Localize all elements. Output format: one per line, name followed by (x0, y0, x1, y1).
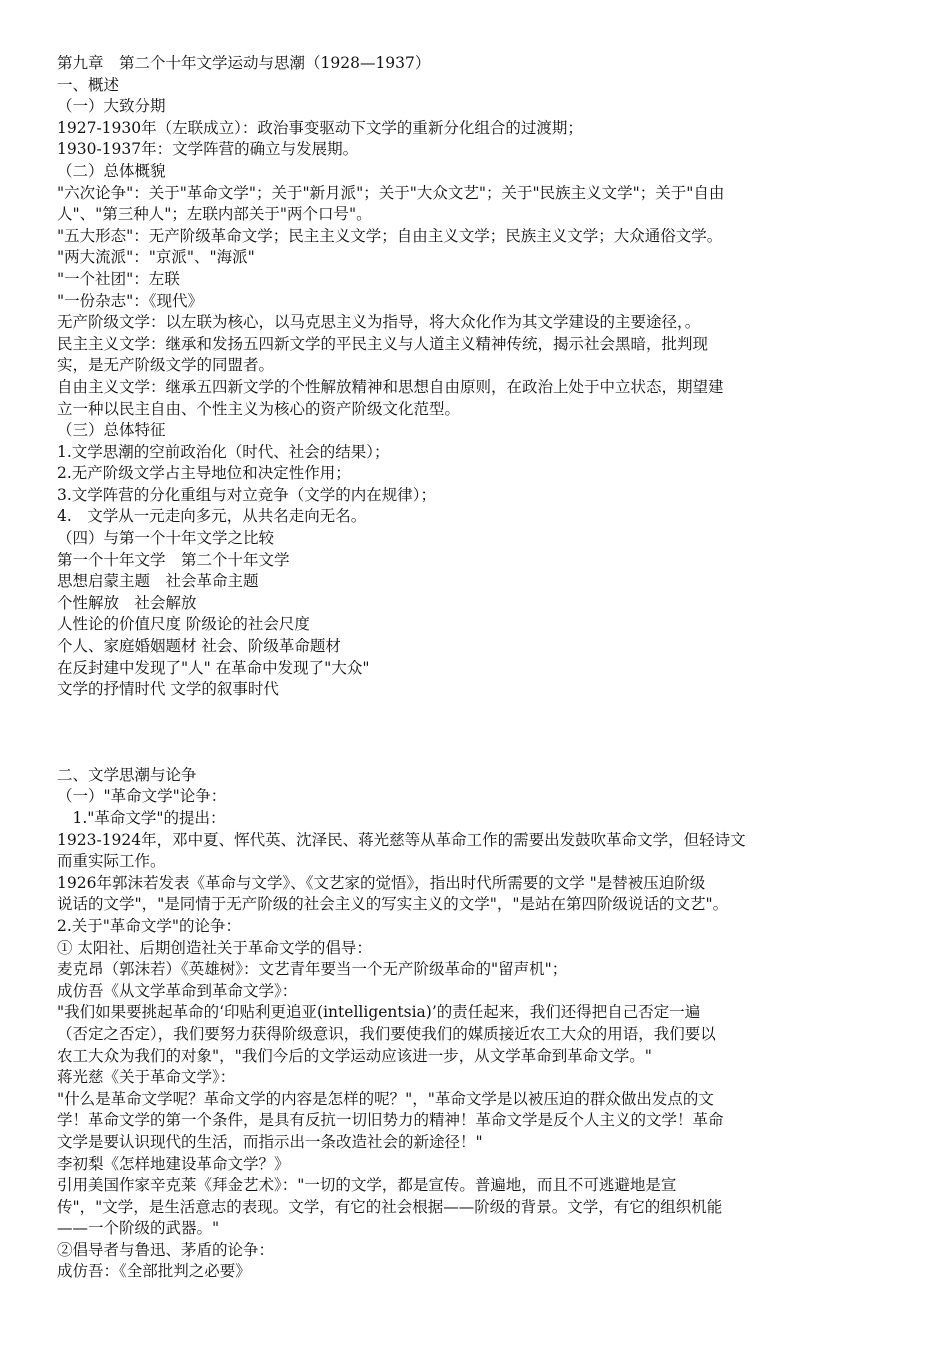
text-line: 引用美国作家辛克莱《拜金艺术》："一切的文学，都是宣传。普遍地，而且不可逃避地是宣 (57, 1176, 677, 1195)
text-line: 思想启蒙主题 社会革命主题 (57, 572, 259, 591)
section-overview (57, 53, 897, 701)
text-line: ——一个阶级的武器。" (57, 1219, 220, 1238)
text-line: 成仿吾：《全部批判之必要》 (57, 1262, 251, 1281)
text-line: 3.文学阵营的分化重组与对立竞争（文学的内在规律）； (57, 485, 437, 504)
section-gap (57, 701, 897, 765)
text-line: 个性解放 社会解放 (57, 593, 197, 612)
text-line: 1927-1930年（左联成立）：政治事变驱动下文学的重新分化组合的过渡期； (57, 118, 583, 137)
text-line: （二）总体概貌 (57, 161, 166, 180)
document-body (57, 53, 897, 1283)
text-line: 立一种以民主自由、个性主义为核心的资产阶级文化范型。 (57, 399, 461, 418)
text-line: 4. 文学从一元走向多元，从共名走向无名。 (57, 507, 367, 526)
text-line: 2.关于"革命文学"的论争： (57, 916, 242, 935)
text-line: （四）与第一个十年文学之比较 (57, 529, 275, 548)
text-line: 而重实际工作。 (57, 852, 166, 871)
text-line: （一）大致分期 (57, 97, 166, 116)
text-line: "一个社团"：左联 (57, 269, 180, 288)
text-line: 在反封建中发现了"人" 在革命中发现了"大众" (57, 658, 370, 677)
section-debates (57, 765, 897, 1283)
text-line: （否定之否定），我们要努力获得阶级意识，我们要使我们的媒质接近农工大众的用语，我们要以 (57, 1024, 716, 1043)
text-line: 文学的抒情时代 文学的叙事时代 (57, 680, 279, 699)
text-line: （三）总体特征 (57, 421, 166, 440)
text-line: 农工大众为我们的对象"，"我们今后的文学运动应该进一步，从文学革命到革命文学。" (57, 1046, 652, 1065)
text-line: 第九章 第二个十年文学运动与思潮（1928—1937） (57, 54, 431, 72)
text-line: 二、文学思潮与论争 (57, 765, 197, 784)
text-line: "一份杂志"：《现代》 (57, 291, 204, 310)
text-line: 麦克昂（郭沫若）《英雄树》：文艺青年要当一个无产阶级革命的"留声机"； (57, 960, 568, 979)
text-line: "我们如果要挑起革命的‘印贴利更追亚(intelligentsia)’的责任起来，我们还得把自己否定一遍 (57, 1003, 701, 1022)
text-line: 学！革命文学的第一个条件，是具有反抗一切旧势力的精神！革命文学是反个人主义的文学！革命 (57, 1111, 724, 1130)
text-line: "什么是革命文学呢？革命文学的内容是怎样的呢？"，"革命文学是以被压迫的群众做出发点的文 (57, 1089, 714, 1108)
text-line: 民主主义文学：继承和发扬五四新文学的平民主义与人道主义精神传统，揭示社会黑暗，批判现 (57, 334, 709, 353)
text-line: 李初梨《怎样地建设革命文学？》 (57, 1154, 290, 1173)
text-line: 2.无产阶级文学占主导地位和决定性作用； (57, 464, 351, 483)
text-line: 1926年郭沫若发表《革命与文学》、《文艺家的觉悟》，指出时代所需要的文学 "是替被压迫阶级 (57, 873, 706, 892)
text-line: 人"、"第三种人"；左联内部关于"两个口号"。 (57, 205, 372, 224)
text-line: 1.文学思潮的空前政治化（时代、社会的结果）； (57, 442, 390, 461)
text-line: （一）"革命文学"论争： (57, 787, 227, 806)
text-line: 人性论的价值尺度 阶级论的社会尺度 (57, 615, 310, 634)
text-line: 成仿吾《从文学革命到革命文学》： (57, 981, 298, 1000)
text-line: 说话的文学"，"是同情于无产阶级的社会主义的写实主义的文学"，"是站在第四阶级说话的文艺"。 (57, 895, 729, 914)
text-line: "两大流派"："京派"、"海派" (57, 248, 255, 267)
text-line: "六次论争"：关于"革命文学"；关于"新月派"；关于"大众文艺"；关于"民族主义文学"；关于"自由 (57, 183, 725, 202)
text-line: 1923-1924年，邓中夏、恽代英、沈泽民、蒋光慈等从革命工作的需要出发鼓吹革命文学，但轻诗文 (57, 830, 746, 849)
text-line: 个人、家庭婚姻题材 社会、阶级革命题材 (57, 637, 341, 656)
text-line: "五大形态"：无产阶级革命文学；民主主义文学；自由主义文学；民族主义文学；大众通俗文学。 (57, 226, 723, 245)
text-line: 一、概述 (57, 75, 120, 94)
text-line: 1."革命文学"的提出： (57, 809, 226, 827)
text-line: ②倡导者与鲁迅、茅盾的论争： (57, 1240, 275, 1259)
text-line: 无产阶级文学：以左联为核心，以马克思主义为指导，将大众化作为其文学建设的主要途径，。 (57, 313, 701, 332)
text-line: 文学是要认识现代的生活，而指示出一条改造社会的新途径！" (57, 1132, 483, 1151)
text-line: 蒋光慈《关于革命文学》： (57, 1068, 236, 1087)
text-line: ① 太阳社、后期创造社关于革命文学的倡导： (57, 938, 372, 957)
text-line: 第一个十年文学 第二个十年文学 (57, 550, 290, 569)
text-line: 自由主义文学：继承五四新文学的个性解放精神和思想自由原则，在政治上处于中立状态，期望建 (57, 377, 724, 396)
text-line: 传"，"文学，是生活意志的表现。文学，有它的社会根据——阶级的背景。文学，有它的组织机能 (57, 1197, 723, 1216)
text-line: 1930-1937年：文学阵营的确立与发展期。 (57, 140, 359, 159)
text-line: 实，是无产阶级文学的同盟者。 (57, 356, 275, 375)
